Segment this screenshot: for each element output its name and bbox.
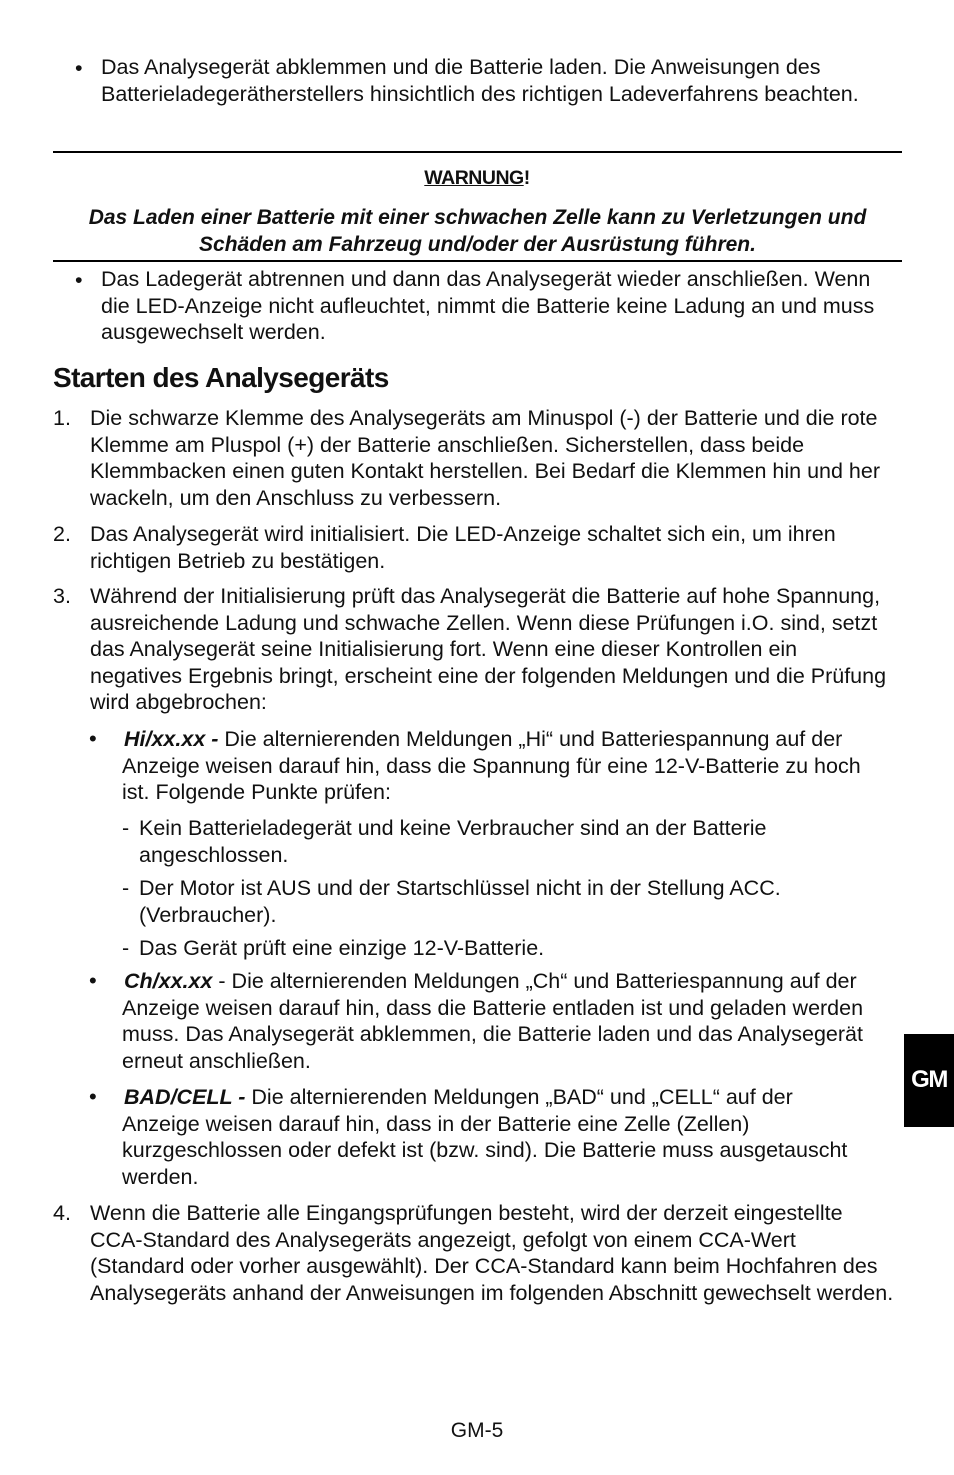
step-text: Wenn die Batterie alle Eingangsprüfungen besteht, wird der derzeit eingestellte CCA-Standard des Analysegeräts angezeigt, gefolgt von einem CCA-Wert (Standard oder vorher ausgewählt). Der CCA-Standard kann beim Hochfahren des Analysegeräts anhand der Anweisungen im folgenden Abschnitt gewechselt werden.	[90, 1201, 894, 1305]
top-bullet-text: Das Analysegerät abklemmen und die Batterie laden. Die Anweisungen des Batterieladegerätherstellers hinsichtlich des richtigen Ladeverfahrens beachten.	[101, 55, 859, 106]
check-item: Kein Batterieladegerät und keine Verbraucher sind an der Batterie angeschlossen.	[139, 816, 767, 867]
check-dash: -	[122, 936, 130, 960]
page-number: GM-5	[450, 1419, 504, 1442]
warning-bottom-rule	[53, 260, 902, 262]
step-number: 4.	[53, 1201, 71, 1225]
step-text: Während der Initialisierung prüft das Analysegerät die Batterie auf hohe Spannung, ausreichende Ladung und schwache Zellen. Wenn diese Prüfungen i.O. sind, setzt das Analysegerät seine Initialisierung fort. Wenn eine dieser Kontrollen ein negatives Ergebnis bringt, erscheint eine der folgenden Meldungen und die Prüfung wird abgebrochen:	[90, 584, 887, 714]
warning-top-rule	[53, 151, 902, 153]
side-tab-gm: GM	[904, 1034, 954, 1127]
bullet-marker: •	[75, 268, 83, 292]
message-ch: Ch/xx.xx - Die alternierenden Meldungen „Ch“ und Batteriespannung auf der Anzeige weisen darauf hin, dass die Batterie entladen ist und geladen werden muss. Das Analysegerät abklemmen, die Batterie laden und das Analysegerät erneut anschließen.	[122, 969, 864, 1073]
warning-title: WARNUNG!	[424, 167, 530, 189]
step-number: 2.	[53, 522, 71, 546]
message-bad-cell: BAD/CELL - Die alternierenden Meldungen „BAD“ und „CELL“ auf der Anzeige weisen darauf hin, dass in der Batterie eine Zelle (Zellen) kurzgeschlossen oder defekt ist (bzw. sind). Die Batterie muss ausgetauscht werden.	[122, 1085, 848, 1189]
step-number: 3.	[53, 584, 71, 608]
section-heading: Starten des Analysegeräts	[53, 362, 389, 393]
message-bullet: •	[89, 968, 97, 993]
message-hi: Hi/xx.xx - Die alternierenden Meldungen „Hi“ und Batteriespannung auf der Anzeige weisen darauf hin, dass die Spannung für eine 12-V-Batterie zu hoch ist. Folgende Punkte prüfen:	[122, 727, 861, 804]
step-text: Das Analysegerät wird initialisiert. Die LED-Anzeige schaltet sich ein, um ihren richtigen Betrieb zu bestätigen.	[90, 522, 836, 573]
check-dash: -	[122, 816, 130, 840]
message-bullet: •	[89, 1084, 97, 1109]
check-dash: -	[122, 876, 130, 900]
step-number: 1.	[53, 406, 71, 430]
check-item: Der Motor ist AUS und der Startschlüssel nicht in der Stellung ACC. (Verbraucher).	[139, 876, 781, 927]
check-item: Das Gerät prüft eine einzige 12-V-Batterie.	[139, 936, 545, 960]
bullet-marker: •	[75, 56, 83, 80]
message-bullet: •	[89, 726, 97, 751]
warning-body: Das Laden einer Batterie mit einer schwachen Zelle kann zu Verletzungen und Schäden am Fahrzeug und/oder der Ausrüstung führen.	[88, 206, 867, 256]
after-warning-bullet-text: Das Ladegerät abtrennen und dann das Analysegerät wieder anschließen. Wenn die LED-Anzeige nicht aufleuchtet, nimmt die Batterie keine Ladung an und muss ausgewechselt werden.	[101, 267, 875, 344]
step-text: Die schwarze Klemme des Analysegeräts am Minuspol (-) der Batterie und die rote Klemme am Pluspol (+) der Batterie anschließen. Sicherstellen, dass beide Klemmbacken einen guten Kontakt herstellen. Bei Bedarf die Klemmen hin und her wackeln, um den Anschluss zu verbessern.	[90, 406, 880, 510]
